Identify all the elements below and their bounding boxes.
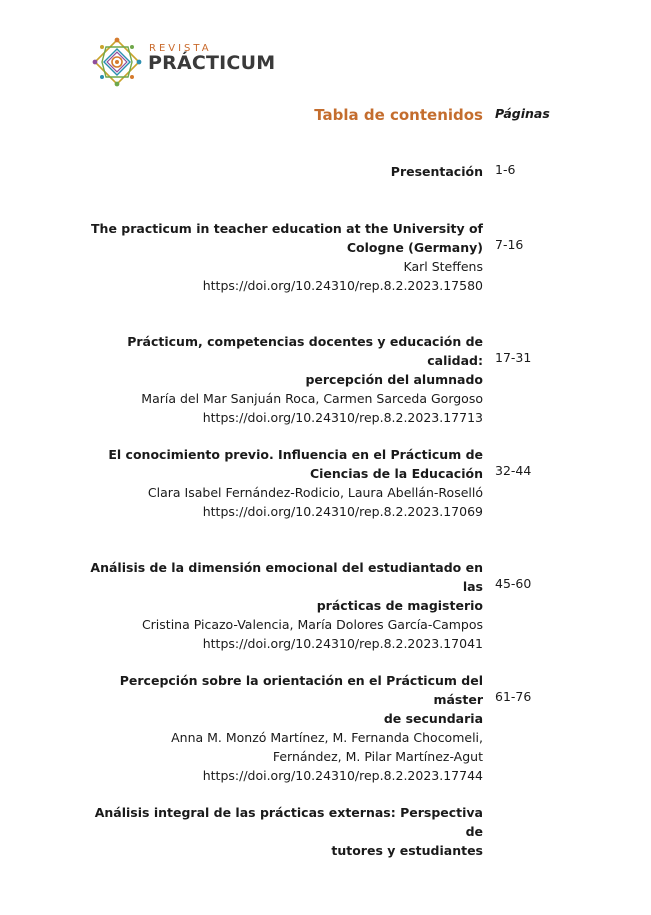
entry-authors: María del Mar Sanjuán Roca, Carmen Sarceda Gorgoso xyxy=(141,391,483,406)
entry-title-line: Análisis integral de las prácticas externas: Perspectiva de xyxy=(94,805,483,839)
toc-entry[interactable] xyxy=(83,671,483,785)
pages-column-heading: Páginas xyxy=(495,106,550,121)
entry-title-line: El conocimiento previo. Influencia en el Prácticum de xyxy=(108,447,483,462)
toc-entry[interactable] xyxy=(83,219,483,295)
journal-logo xyxy=(92,37,276,87)
entry-doi-link[interactable]: https://doi.org/10.24310/rep.8.2.2023.17744 xyxy=(202,768,483,783)
entry-pages: 32-44 xyxy=(495,463,532,478)
entry-title-line: Percepción sobre la orientación en el Prácticum del máster xyxy=(119,673,483,707)
entry-doi-link[interactable]: https://doi.org/10.24310/rep.8.2.2023.17713 xyxy=(202,410,483,425)
entry-pages: 17-31 xyxy=(495,350,532,365)
entry-authors: Cristina Picazo-Valencia, María Dolores García-Campos xyxy=(141,617,483,632)
entry-title-line: percepción del alumnado xyxy=(305,372,483,387)
toc-entry[interactable] xyxy=(83,445,483,521)
logo-title-text: PRÁCTICUM xyxy=(148,52,276,74)
entry-title-line: Cologne (Germany) xyxy=(346,240,483,255)
entry-pages: 61-76 xyxy=(495,689,532,704)
entry-pages: 1-6 xyxy=(495,162,516,177)
toc-entry[interactable] xyxy=(83,558,483,653)
logo-small-text: REVISTA xyxy=(149,43,212,54)
entry-doi-link[interactable]: https://doi.org/10.24310/rep.8.2.2023.17580 xyxy=(202,278,483,293)
table-of-contents-heading: Tabla de contenidos xyxy=(314,106,483,124)
entry-doi-link[interactable]: https://doi.org/10.24310/rep.8.2.2023.17041 xyxy=(202,636,483,651)
entry-authors: Clara Isabel Fernández-Rodicio, Laura Abellán-Roselló xyxy=(147,485,483,500)
entry-title-line: tutores y estudiantes xyxy=(331,843,483,858)
toc-entry[interactable] xyxy=(83,332,483,427)
entry-authors: Karl Steffens xyxy=(403,259,483,274)
entry-title-line: de secundaria xyxy=(383,711,483,726)
entry-title-line: Prácticum, competencias docentes y educación de calidad: xyxy=(127,334,483,368)
toc-entry[interactable] xyxy=(83,162,483,181)
toc-entry[interactable] xyxy=(83,803,483,860)
entry-title-line: prácticas de magisterio xyxy=(316,598,483,613)
entry-pages: 7-16 xyxy=(495,237,524,252)
entry-authors: Fernández, M. Pilar Martínez-Agut xyxy=(272,749,483,764)
practicum-emblem-icon xyxy=(92,37,142,87)
entry-doi-link[interactable]: https://doi.org/10.24310/rep.8.2.2023.17069 xyxy=(202,504,483,519)
entry-authors: Anna M. Monzó Martínez, M. Fernanda Chocomeli, xyxy=(171,730,483,745)
entry-title-line: Análisis de la dimensión emocional del estudiantado en las xyxy=(90,560,483,594)
entry-title-line: Ciencias de la Educación xyxy=(309,466,483,481)
entry-title-line: The practicum in teacher education at the University of xyxy=(91,221,483,236)
entry-pages: 45-60 xyxy=(495,576,532,591)
entry-title: Presentación xyxy=(390,164,483,179)
